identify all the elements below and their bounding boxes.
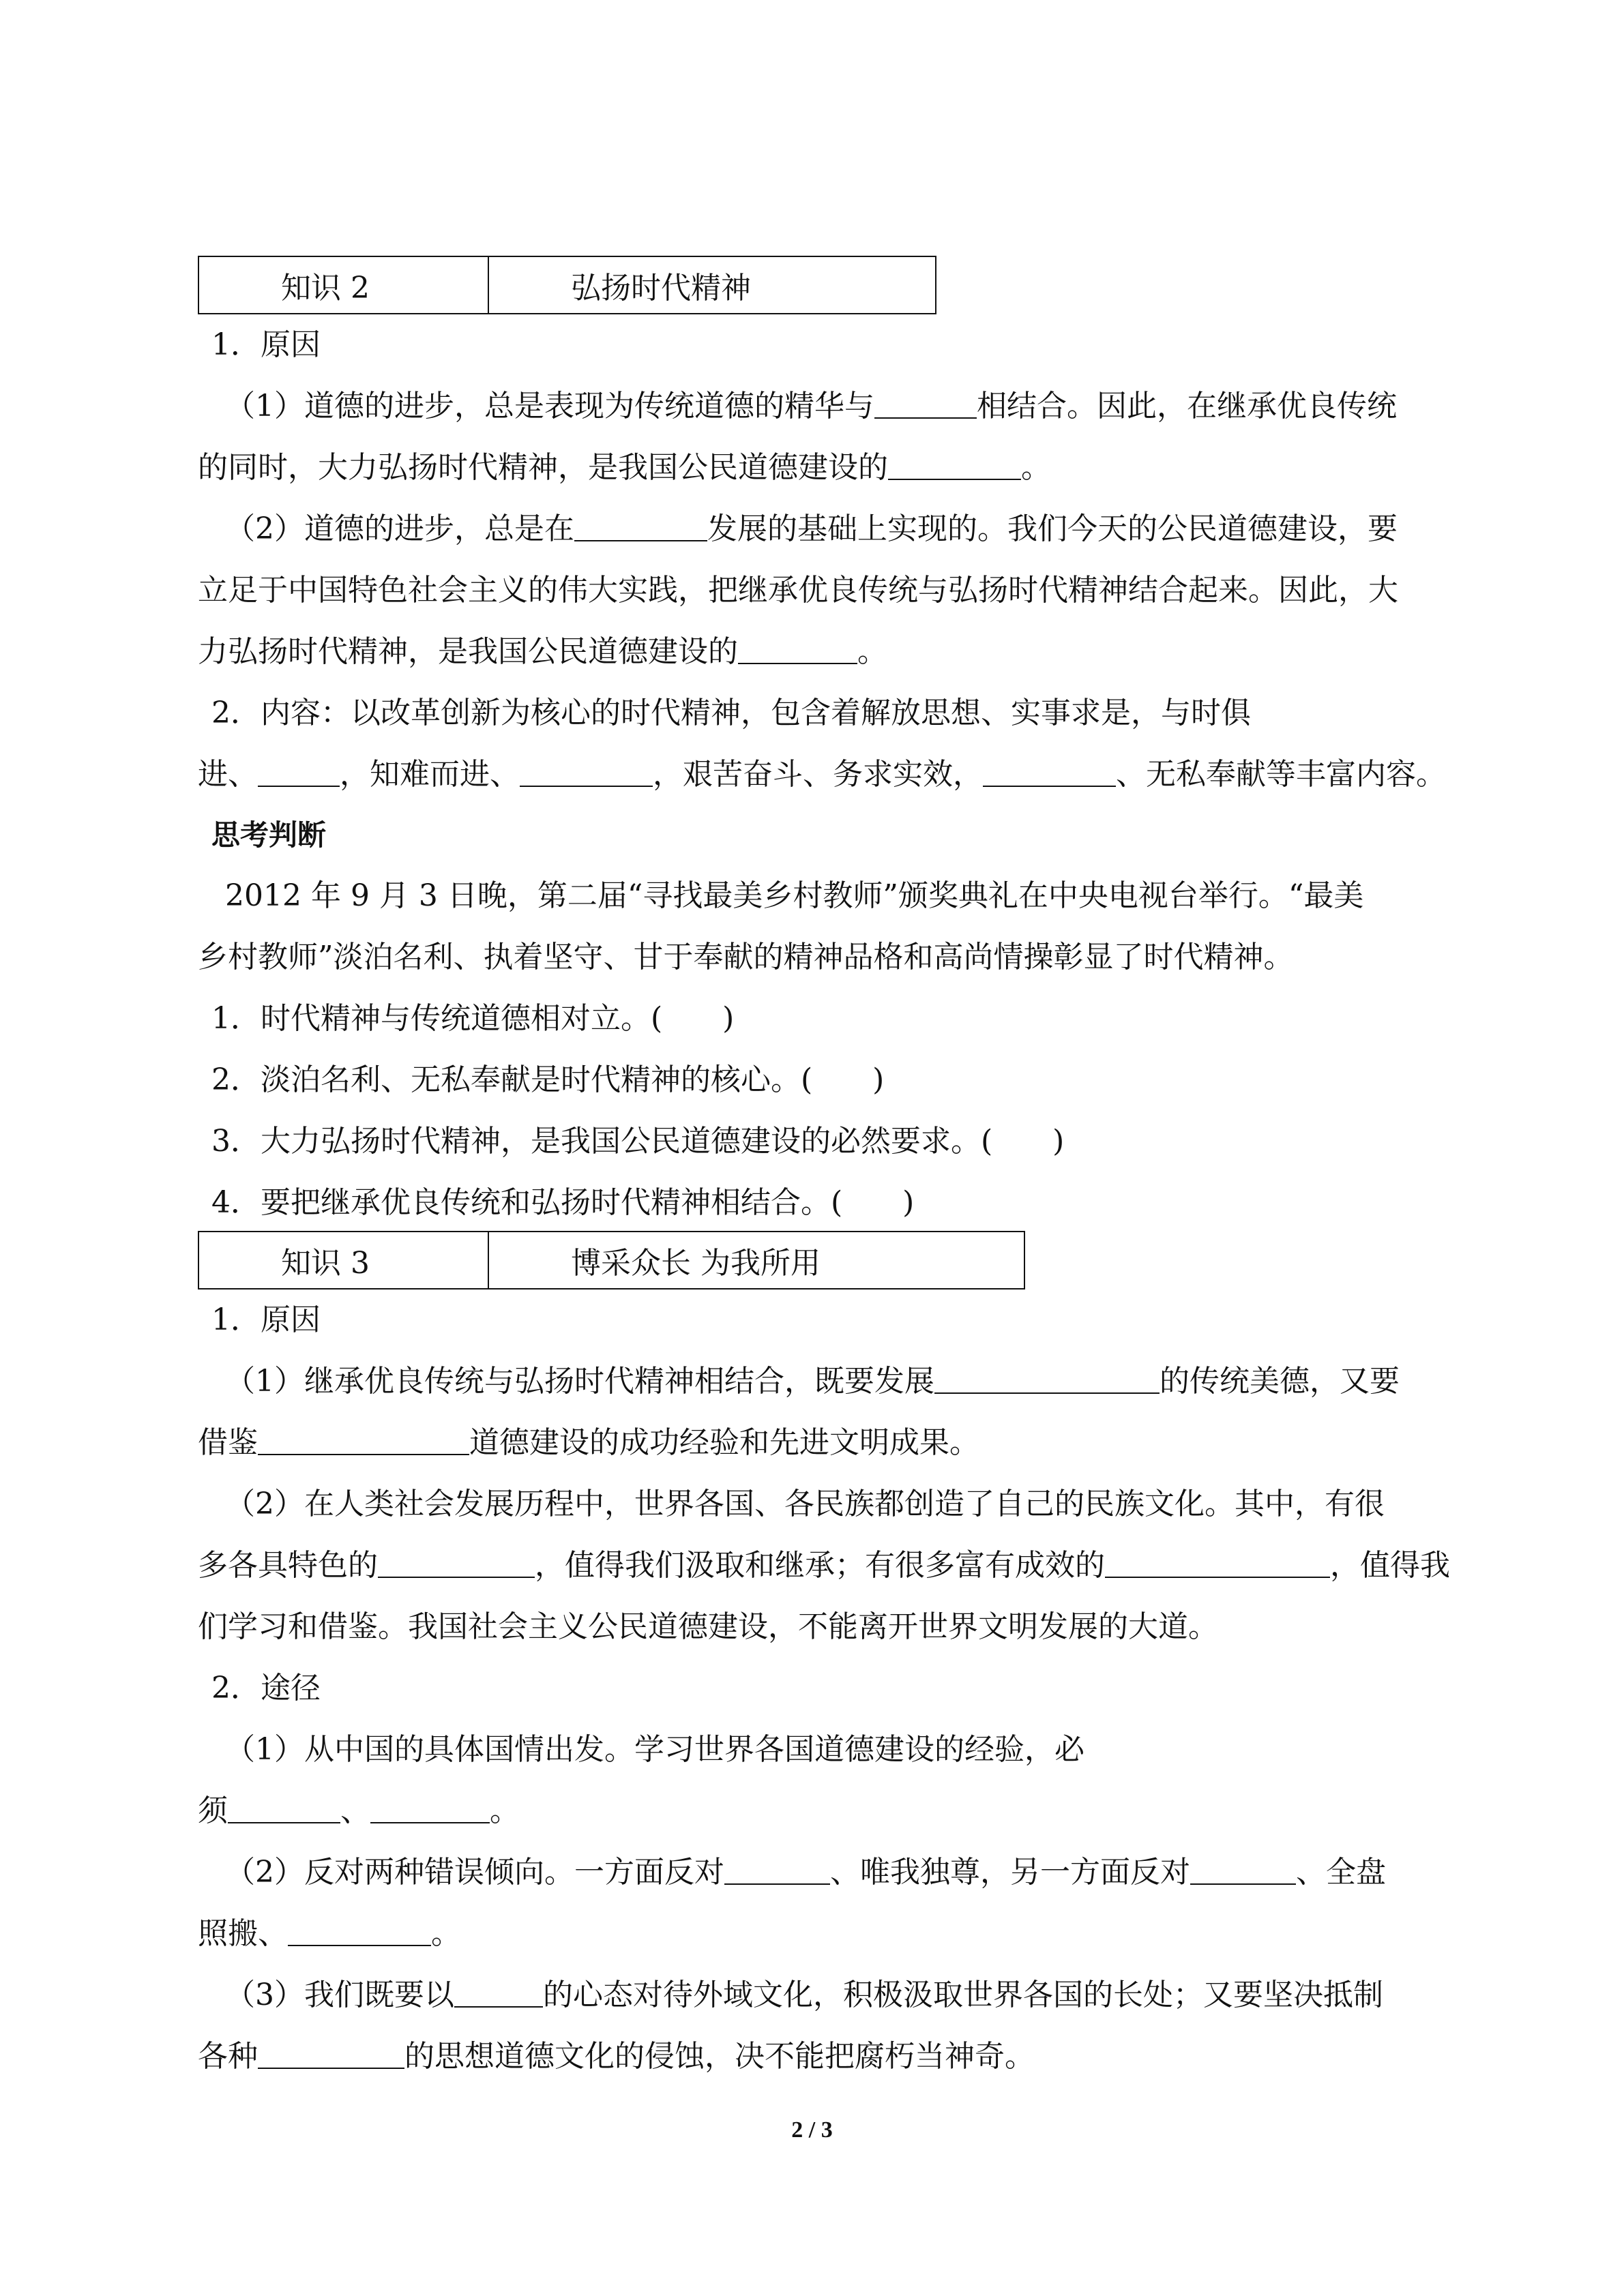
blank [258,2040,404,2069]
judge-item: 4．要把继承优良传统和弘扬时代精神相结合。( ) [211,1185,915,1220]
s2-p2-line3: 力弘扬时代精神，是我国公民道德建设的 。 [198,634,887,669]
blank [874,390,977,419]
judge-item: 1．时代精神与传统道德相对立。( ) [211,1001,735,1036]
knowledge-3-label: 知识 3 [199,1232,489,1288]
s3-q2-line1: （2）反对两种错误倾向。一方面反对 、唯我独尊，另一方面反对 、全盘 [225,1855,1386,1890]
document-page [198,256,1487,2087]
blank [258,1427,469,1455]
s2-content-line1: 2．内容：以改革创新为核心的时代精神，包含着解放思想、实事求是，与时俱 [211,696,1251,730]
page-number: 2 / 3 [791,2117,833,2143]
knowledge-3-title: 博采众长 为我所用 [571,1246,821,1281]
blank [370,1795,490,1823]
blank [574,513,707,541]
s3-p1-line1: （1）继承优良传统与弘扬时代精神相结合，既要发展 的传统美德，又要 [225,1364,1400,1399]
s3-path-title: 2．途径 [211,1671,321,1705]
judge-intro-line2: 乡村教师”淡泊名利、执着坚守、甘于奉献的精神品格和高尚情操彰显了时代精神。 [198,940,1294,974]
blank [724,1856,830,1885]
s2-p2-line2: 立足于中国特色社会主义的伟大实践，把继承优良传统与弘扬时代精神结合起来。因此，大 [198,573,1398,608]
judge-intro-line1: 2012 年 9 月 3 日晚，第二届“寻找最美乡村教师”颁奖典礼在中央电视台举行。“最美 [225,878,1364,913]
judge-item: 2．淡泊名利、无私奉献是时代精神的核心。( ) [211,1062,885,1097]
s3-p2-line2: 多各具特色的 ，值得我们汲取和继承；有很多富有成效的 ，值得我 [198,1548,1450,1583]
blank [228,1795,340,1823]
knowledge-2-table [198,256,936,314]
blank [1105,1549,1330,1578]
blank [288,1918,431,1946]
blank [258,758,340,787]
blank [934,1365,1160,1394]
s2-content-line2: 进、 ，知难而进、 ，艰苦奋斗、务求实效， 、无私奉献等丰富内容。 [198,757,1446,792]
judge-item: 3．大力弘扬时代精神，是我国公民道德建设的必然要求。( ) [211,1124,1065,1159]
s3-q2-line2: 照搬、 。 [198,1916,461,1951]
s3-p2-line3: 们学习和借鉴。我国社会主义公民道德建设，不能离开世界文明发展的大道。 [198,1609,1218,1644]
blank [1190,1856,1296,1885]
knowledge-2-label: 知识 2 [199,257,489,313]
blank [983,758,1116,787]
blank [888,451,1021,480]
blank [520,758,653,787]
s3-q1-line2: 须 、 。 [198,1793,520,1828]
s3-q1-line1: （1）从中国的具体国情出发。学习世界各国道德建设的经验，必 [225,1732,1084,1767]
s3-reason-title: 1．原因 [211,1302,321,1337]
judge-heading: 思考判断 [211,818,327,852]
blank [454,1979,543,2008]
knowledge-3-table [198,1231,1025,1289]
s3-q3-line1: （3）我们既要以 的心态对待外域文化，积极汲取世界各国的长处；又要坚决抵制 [225,1978,1383,2012]
s3-q3-line2: 各种 的思想道德文化的侵蚀，决不能把腐朽当神奇。 [198,2039,1035,2074]
s2-p1-line2: 的同时，大力弘扬时代精神，是我国公民道德建设的 。 [198,450,1051,485]
s2-reason-title: 1．原因 [211,327,321,362]
blank [738,636,857,664]
knowledge-2-title: 弘扬时代精神 [571,271,751,305]
s2-p1-line1: （1）道德的进步，总是表现为传统道德的精华与 相结合。因此，在继承优良传统 [225,389,1397,423]
s3-p1-line2: 借鉴 道德建设的成功经验和先进文明成果。 [198,1425,979,1460]
s3-p2-line1: （2）在人类社会发展历程中，世界各国、各民族都创造了自己的民族文化。其中，有很 [225,1487,1385,1521]
blank [378,1549,535,1578]
s2-p2-line1: （2）道德的进步，总是在 发展的基础上实现的。我们今天的公民道德建设，要 [225,511,1398,546]
